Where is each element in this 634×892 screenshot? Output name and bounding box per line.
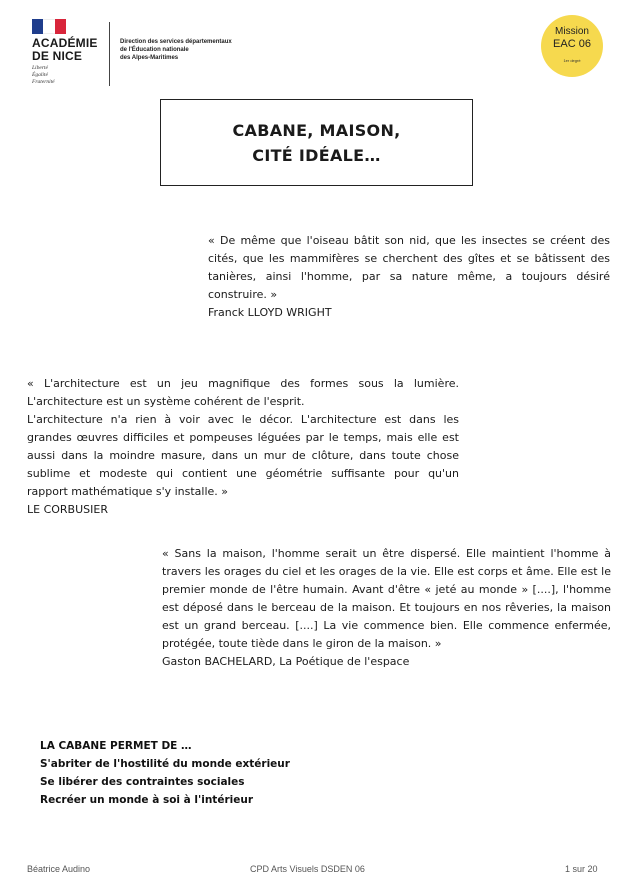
dsden-label (120, 38, 232, 62)
quote-bachelard (162, 545, 611, 671)
quote-line: « De même que l'oiseau bâtit son nid, que les insectes se créent des (208, 234, 610, 247)
quote-line: cités, que les mammifères se cherchent des gîtes et se bâtissent des (208, 252, 610, 265)
quote-line: L'architecture n'a rien à voir avec le décor. L'architecture est dans les (27, 413, 459, 426)
quote-line: travers les orages du ciel et les orages de la vie. Elle est corps et âme. Elle est le (162, 565, 611, 578)
badge-line-3: 1er degré (563, 58, 581, 63)
footer-center: CPD Arts Visuels DSDEN 06 (250, 864, 365, 874)
badge-line-1: Mission (555, 26, 589, 37)
badge-line-2: EAC 06 (553, 38, 591, 50)
french-flag-icon (32, 19, 66, 34)
footer-author: Béatrice Audino (27, 864, 91, 874)
motto-fraternite: Fraternité (32, 79, 55, 85)
footer-page-number: 1 sur 20 (565, 864, 598, 874)
cabane-heading: LA CABANE PERMET DE … (40, 740, 192, 752)
cabane-list (40, 737, 290, 809)
quote-line: est déposé dans le berceau de la maison. Et toujours en nos rêveries, la maison (162, 601, 611, 614)
title-box (160, 99, 473, 186)
quote-line: « L'architecture est un jeu magnifique des formes sous la lumière. (27, 377, 459, 390)
quote-lloyd-wright (208, 232, 610, 322)
quote-author: LE CORBUSIER (27, 503, 108, 516)
dsden-line-3: des Alpes-Maritimes (120, 55, 179, 61)
quote-line: rapport mathématique s'y installe. » (27, 485, 229, 498)
quote-line: grandes œuvres difficiles et pompeuses léguées par le temps, mais elle est (27, 431, 459, 444)
list-item: Recréer un monde à soi à l'intérieur (40, 794, 253, 806)
quote-line: L'architecture est un système cohérent de l'esprit. (27, 395, 305, 408)
quote-line: premier monde de l'être humain. Avant d'être « jeté au monde » [....], l'homme (162, 583, 611, 596)
motto-egalite: Égalité (32, 72, 48, 78)
dsden-line-1: Direction des services départementaux (120, 39, 232, 45)
quote-line: construire. » (208, 288, 278, 301)
header-divider (109, 22, 110, 86)
list-item: S'abriter de l'hostilité du monde extérieur (40, 758, 290, 770)
quote-author: Franck LLOYD WRIGHT (208, 306, 332, 319)
academie-logo-text (32, 37, 98, 63)
quote-line: tanières, ainsi l'homme, par sa nature même, a toujours désiré (208, 270, 610, 283)
page-title-line-1: CABANE, MAISON, (232, 121, 401, 140)
academie-line-2: DE NICE (32, 49, 83, 63)
quote-author: Gaston BACHELARD, La Poétique de l'espace (162, 655, 410, 668)
academie-line-1: ACADÉMIE (32, 36, 98, 50)
quote-line: sublime et modeste qui contient une géométrie suffisante pour qu'un (27, 467, 459, 480)
list-item: Se libérer des contraintes sociales (40, 776, 245, 788)
quote-line: aussi dans la moindre masure, dans un mur de clôture, dans toute chose (27, 449, 459, 462)
motto-liberte: Liberté (32, 65, 48, 71)
quote-line: « Sans la maison, l'homme serait un être dispersé. Elle maintient l'homme à (162, 547, 611, 560)
dsden-line-2: de l'Éducation nationale (120, 47, 189, 53)
quote-le-corbusier (27, 375, 459, 519)
republic-motto (32, 65, 55, 86)
quote-line: est un grand berceau. [....] La vie commence bien. Elle commence enfermée, (162, 619, 611, 632)
page-title-line-2: CITÉ IDÉALE… (252, 146, 381, 165)
quote-line: protégée, toute tiède dans le giron de la maison. » (162, 637, 442, 650)
